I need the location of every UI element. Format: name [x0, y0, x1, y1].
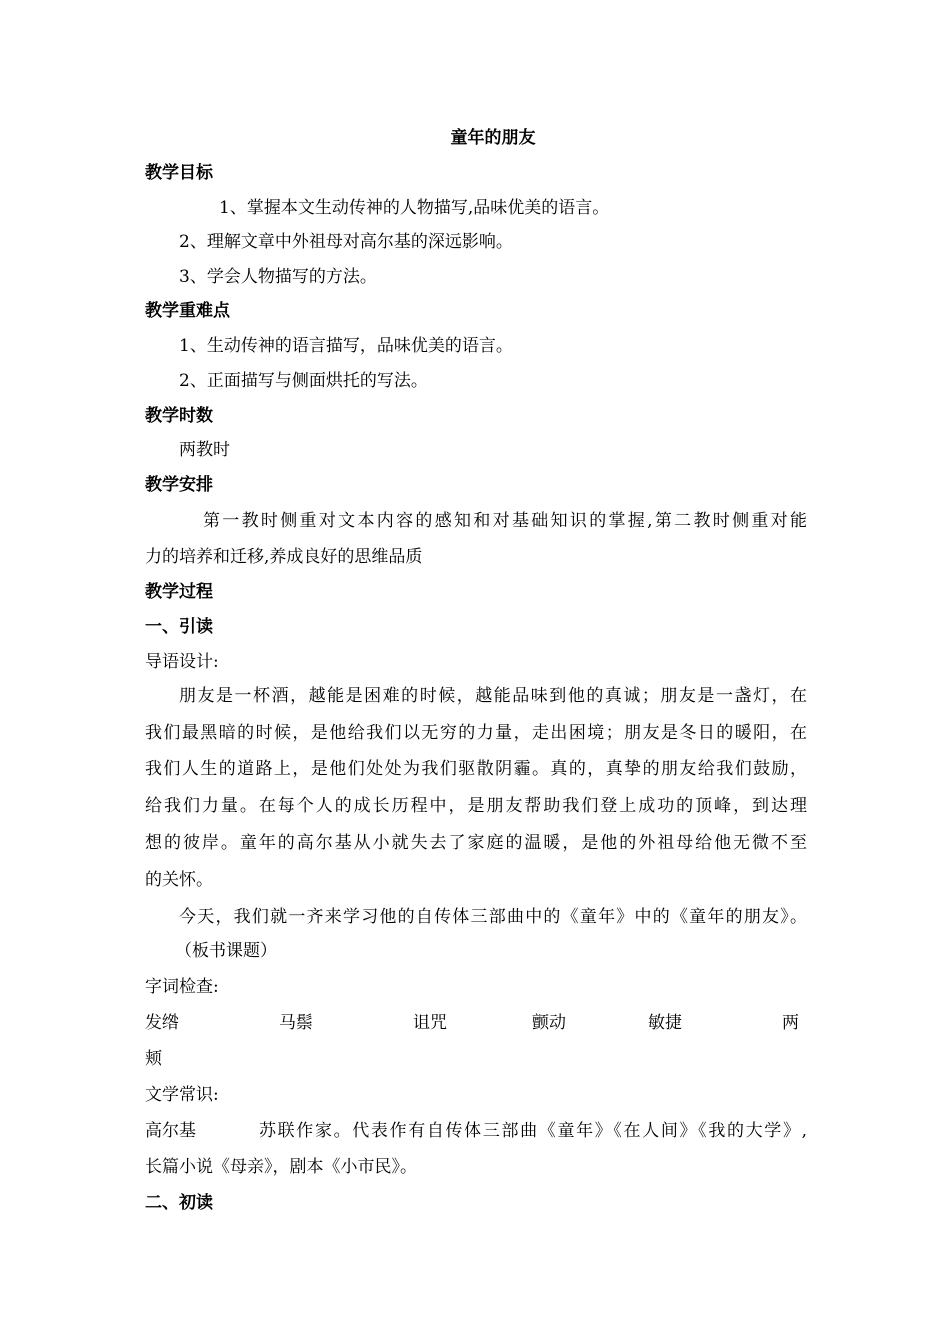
board-note: （板书课题）: [175, 941, 277, 961]
heading-process: 教学过程: [145, 582, 213, 602]
goal-item-1: 1、掌握本文生动传神的人物描写,品味优美的语言。: [219, 198, 610, 218]
intro-line-6: 的关怀。: [145, 870, 213, 890]
section-heading-2: 二、初读: [145, 1193, 213, 1213]
today-line: 今天，我们就一齐来学习他的自传体三部曲中的《童年》中的《童年的朋友》。: [179, 907, 807, 927]
heading-goals: 教学目标: [145, 163, 213, 183]
literature-line-1: 苏联作家。代表作有自传体三部曲《童年》《在人间》《我的大学》,: [259, 1121, 807, 1141]
intro-line-3: 我们人生的道路上，是他们处处为我们驱散阴霾。真的，真挚的朋友给我们鼓励，: [145, 759, 807, 779]
heading-hours: 教学时数: [145, 406, 213, 426]
hours-text: 两教时: [179, 440, 230, 460]
vocab-word-6-wrap: 颊: [145, 1049, 162, 1069]
goal-item-2: 2、理解文章中外祖母对高尔基的深远影响。: [179, 232, 513, 252]
vocab-word-2: 马鬃: [279, 1013, 313, 1033]
arrangement-line-2: 力的培养和迁移,养成良好的思维品质: [145, 547, 423, 567]
vocab-word-4: 颤动: [532, 1013, 566, 1033]
vocab-word-5: 敏捷: [648, 1013, 682, 1033]
heading-arrangement: 教学安排: [145, 475, 213, 495]
literature-line-2: 长篇小说《母亲》，剧本《小市民》。: [145, 1157, 417, 1177]
key-item-2: 2、正面描写与侧面烘托的写法。: [179, 371, 428, 391]
literature-author: 高尔基: [145, 1121, 196, 1141]
section-heading-1: 一、引读: [145, 617, 213, 637]
intro-line-5: 想的彼岸。童年的高尔基从小就失去了家庭的温暖，是他的外祖母给他无微不至: [145, 833, 807, 853]
vocab-word-6: 两: [782, 1013, 799, 1033]
page-title: 童年的朋友: [450, 128, 536, 148]
vocab-word-3: 诅咒: [413, 1013, 447, 1033]
key-item-1: 1、生动传神的语言描写，品味优美的语言。: [179, 336, 513, 356]
goal-item-3: 3、学会人物描写的方法。: [179, 267, 377, 287]
intro-line-1: 朋友是一杯酒，越能是困难的时候，越能品味到他的真诚；朋友是一盏灯，在: [179, 686, 807, 706]
intro-line-4: 给我们力量。在每个人的成长历程中，是朋友帮助我们登上成功的顶峰，到达理: [145, 796, 807, 816]
arrangement-line-1: 第一教时侧重对文本内容的感知和对基础知识的掌握,第二教时侧重对能: [203, 511, 807, 531]
vocab-label: 字词检查:: [145, 977, 219, 997]
vocab-word-1: 发绺: [145, 1013, 179, 1033]
literature-label: 文学常识:: [145, 1085, 219, 1105]
intro-line-2: 我们最黑暗的时候，是他给我们以无穷的力量，走出困境；朋友是冬日的暖阳，在: [145, 723, 807, 743]
intro-label: 导语设计:: [145, 652, 219, 672]
heading-key-points: 教学重难点: [145, 301, 230, 321]
